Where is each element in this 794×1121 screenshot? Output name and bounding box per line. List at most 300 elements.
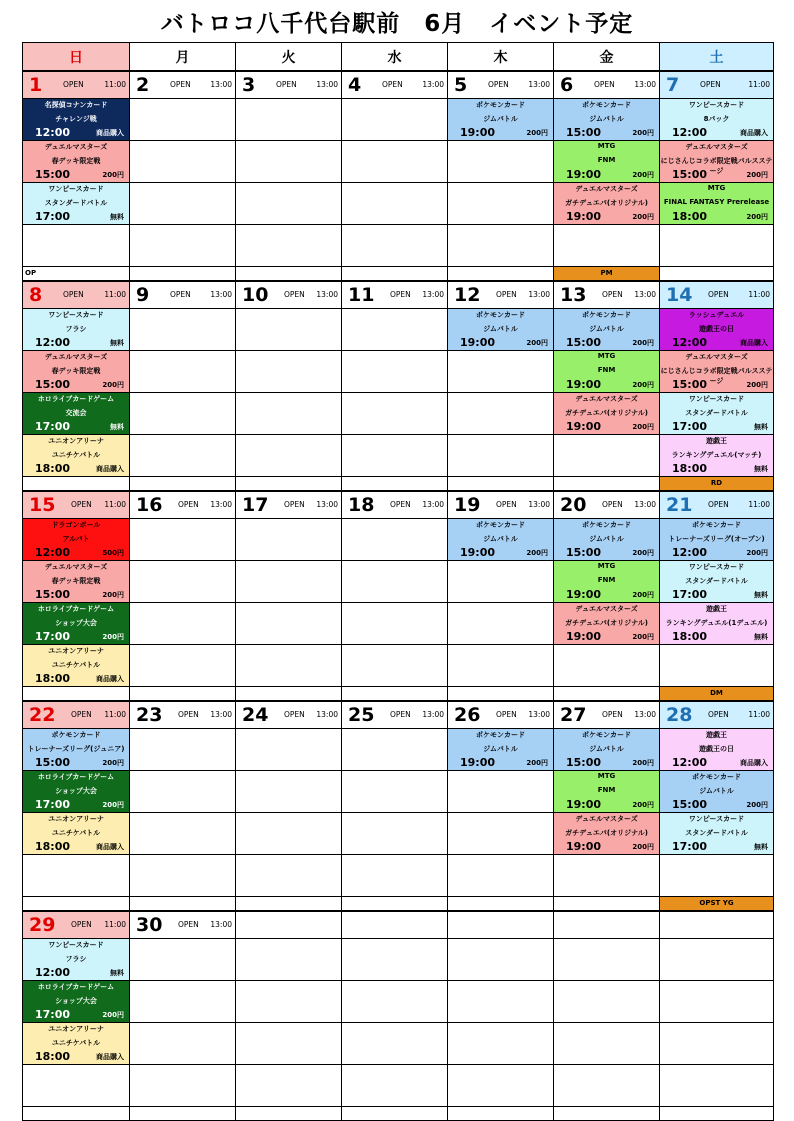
event-time: 18:00 [672, 630, 708, 643]
event-fee: 商品購入 [740, 339, 768, 347]
event-game: MTG [597, 772, 616, 780]
event-name: ユニチケバトル [51, 1039, 101, 1047]
event-name: 春デッキ限定戦 [51, 367, 101, 375]
event-fee: 200円 [632, 759, 654, 767]
event-game: MTG [597, 562, 616, 570]
event-game: デュエルマスターズ [685, 143, 748, 151]
event-game: デュエルマスターズ [575, 605, 638, 613]
note-tag [660, 687, 773, 701]
event-time: 12:00 [35, 126, 71, 139]
empty-cell [236, 519, 341, 561]
weekday-header: 水 [342, 42, 448, 71]
empty-cell [236, 1065, 341, 1107]
event-cell [660, 309, 773, 351]
event-fee: 200円 [746, 171, 768, 179]
event-cell [554, 393, 659, 435]
note-row [236, 897, 341, 911]
event-time: 19:00 [566, 378, 602, 391]
event-cell [660, 393, 773, 435]
open-time: 11:00 [748, 710, 770, 719]
event-name: アルバト [62, 535, 90, 543]
day-number: 11 [348, 284, 375, 306]
empty-cell [342, 939, 447, 981]
event-fee: 無料 [754, 843, 768, 851]
empty-cell [342, 561, 447, 603]
event-cell [554, 603, 659, 645]
open-time: 13:00 [422, 500, 444, 509]
open-time: 13:00 [528, 80, 550, 89]
open-label: OPEN [708, 290, 729, 299]
open-time: 11:00 [104, 710, 126, 719]
day-header [448, 491, 553, 519]
event-cell [23, 1023, 129, 1065]
empty-cell [660, 855, 773, 897]
event-time: 19:00 [460, 756, 496, 769]
empty-cell [342, 435, 447, 477]
event-time: 18:00 [672, 210, 708, 223]
event-name: 8パック [703, 115, 730, 123]
open-time: 13:00 [634, 290, 656, 299]
day-number: 9 [136, 284, 150, 306]
event-fee: 商品購入 [96, 129, 124, 137]
event-time: 19:00 [566, 630, 602, 643]
day-header [554, 911, 659, 939]
event-fee: 500円 [102, 549, 124, 557]
day-header [130, 911, 235, 939]
event-cell [23, 183, 129, 225]
event-fee: 200円 [632, 549, 654, 557]
empty-cell [448, 393, 553, 435]
day-number: 29 [29, 914, 56, 936]
event-time: 18:00 [35, 672, 71, 685]
event-time: 17:00 [672, 588, 708, 601]
note-row [660, 267, 773, 281]
event-cell [554, 351, 659, 393]
empty-cell [342, 981, 447, 1023]
day-column [448, 701, 554, 911]
day-header [130, 701, 235, 729]
note-row [130, 687, 235, 701]
event-cell [23, 141, 129, 183]
event-game: デュエルマスターズ [575, 395, 638, 403]
day-column [342, 281, 448, 491]
event-fee: 商品購入 [96, 465, 124, 473]
note-row [130, 267, 235, 281]
event-fee: 商品購入 [96, 675, 124, 683]
note-row [554, 477, 659, 491]
event-game: デュエルマスターズ [575, 185, 638, 193]
empty-cell [130, 351, 235, 393]
event-time: 19:00 [566, 840, 602, 853]
event-cell [554, 813, 659, 855]
day-header [660, 491, 773, 519]
event-time: 17:00 [35, 630, 71, 643]
day-number: 27 [560, 704, 587, 726]
event-game: ポケモンカード [476, 521, 525, 529]
empty-cell [342, 1023, 447, 1065]
empty-cell [342, 771, 447, 813]
open-time: 13:00 [528, 500, 550, 509]
event-cell [554, 771, 659, 813]
day-column [448, 491, 554, 701]
event-fee: 商品購入 [96, 1053, 124, 1061]
empty-cell [448, 1023, 553, 1065]
event-time: 15:00 [672, 168, 708, 181]
weekday-header: 月 [130, 42, 236, 71]
day-header [342, 281, 447, 309]
event-time: 18:00 [672, 462, 708, 475]
note-row [23, 477, 129, 491]
event-fee: 200円 [632, 633, 654, 641]
event-game: 名探偵コナンカード [44, 101, 108, 109]
open-label: OPEN [496, 290, 517, 299]
event-cell [23, 813, 129, 855]
event-name: FNM [597, 366, 616, 374]
event-cell [660, 729, 773, 771]
event-cell [554, 141, 659, 183]
empty-cell [342, 309, 447, 351]
event-time: 17:00 [672, 420, 708, 433]
open-time: 13:00 [634, 500, 656, 509]
event-name: 遊戯王の日 [699, 325, 734, 333]
open-label: OPEN [63, 80, 84, 89]
event-fee: 無料 [110, 339, 124, 347]
day-column [236, 911, 342, 1121]
empty-cell [342, 519, 447, 561]
day-column [22, 491, 130, 701]
empty-cell [448, 939, 553, 981]
day-number: 25 [348, 704, 375, 726]
note-row [23, 687, 129, 701]
event-name: FNM [597, 576, 616, 584]
empty-cell [448, 981, 553, 1023]
event-game: ユニオンアリーナ [48, 1025, 104, 1033]
day-column [554, 281, 660, 491]
event-game: ホロライブカードゲーム [37, 983, 115, 991]
weekday-header: 金 [554, 42, 660, 71]
note-row [236, 267, 341, 281]
day-header [236, 491, 341, 519]
empty-cell [236, 855, 341, 897]
event-time: 18:00 [35, 840, 71, 853]
event-fee: 200円 [632, 339, 654, 347]
day-column [660, 281, 774, 491]
empty-cell [23, 1065, 129, 1107]
open-label: OPEN [700, 80, 721, 89]
event-name: ガチデュエパ(オリジナル) [565, 199, 648, 207]
event-name: ガチデュエパ(オリジナル) [565, 409, 648, 417]
event-name: FNM [597, 786, 616, 794]
event-game: ホロライブカードゲーム [37, 605, 115, 613]
event-name: ガチデュエパ(オリジナル) [565, 619, 648, 627]
day-header [448, 281, 553, 309]
day-header [23, 911, 129, 939]
empty-cell [130, 855, 235, 897]
event-name: スタンダードバトル [685, 829, 748, 837]
event-cell [23, 645, 129, 687]
empty-cell [448, 183, 553, 225]
event-time: 12:00 [35, 966, 71, 979]
empty-cell [660, 1065, 773, 1107]
note-row [448, 267, 553, 281]
note-row [236, 687, 341, 701]
open-time: 13:00 [422, 290, 444, 299]
event-cell [554, 519, 659, 561]
event-fee: 200円 [632, 843, 654, 851]
day-column [22, 701, 130, 911]
event-time: 15:00 [35, 378, 71, 391]
event-time: 12:00 [35, 336, 71, 349]
open-time: 13:00 [422, 80, 444, 89]
note-row [342, 267, 447, 281]
open-time: 13:00 [316, 710, 338, 719]
day-column [130, 491, 236, 701]
empty-cell [236, 771, 341, 813]
event-cell [660, 351, 773, 393]
event-name: ショップ大会 [55, 997, 97, 1005]
event-game: ホロライブカードゲーム [37, 773, 115, 781]
event-name: ユニチケバトル [51, 661, 101, 669]
event-cell [23, 771, 129, 813]
day-header [23, 71, 129, 99]
day-column [130, 701, 236, 911]
open-time: 11:00 [748, 290, 770, 299]
event-game: ワンピースカード [688, 395, 745, 403]
event-name: ユニチケバトル [51, 829, 101, 837]
empty-cell [342, 1065, 447, 1107]
day-column [236, 701, 342, 911]
day-column [130, 281, 236, 491]
event-time: 17:00 [672, 840, 708, 853]
event-game: ワンピースカード [48, 185, 104, 193]
event-fee: 200円 [102, 759, 124, 767]
event-game: ポケモンカード [476, 311, 525, 319]
page-title: バトロコ八千代台駅前 6月 イベント予定 [160, 10, 634, 37]
empty-cell [236, 99, 341, 141]
event-cell [23, 603, 129, 645]
event-cell [23, 729, 129, 771]
event-cell [448, 99, 553, 141]
day-number: 19 [454, 494, 481, 516]
empty-cell [236, 813, 341, 855]
empty-cell [554, 225, 659, 267]
day-number: 18 [348, 494, 375, 516]
open-time: 11:00 [104, 80, 126, 89]
day-column [554, 71, 660, 281]
event-cell [660, 99, 773, 141]
open-time: 11:00 [748, 500, 770, 509]
event-game: ワンピースカード [688, 563, 745, 571]
empty-cell [130, 561, 235, 603]
open-label: OPEN [276, 80, 297, 89]
empty-cell [342, 645, 447, 687]
event-game: 遊戯王 [706, 731, 727, 739]
day-header [130, 71, 235, 99]
day-header [554, 701, 659, 729]
empty-cell [342, 141, 447, 183]
day-column [236, 281, 342, 491]
note-tag [23, 267, 129, 281]
event-name: にじさんじコラボ限定戦パルスステージ [660, 367, 773, 385]
event-time: 19:00 [460, 546, 496, 559]
event-game: ポケモンカード [692, 521, 741, 529]
event-time: 12:00 [672, 756, 708, 769]
empty-cell [342, 351, 447, 393]
event-fee: 200円 [102, 381, 124, 389]
day-number: 6 [560, 74, 574, 96]
day-header [23, 491, 129, 519]
day-number: 5 [454, 74, 468, 96]
event-name: ジムバトル [699, 787, 734, 795]
event-time: 15:00 [566, 126, 602, 139]
day-header [448, 71, 553, 99]
event-time: 15:00 [35, 588, 71, 601]
event-time: 12:00 [672, 546, 708, 559]
event-fee: 200円 [526, 339, 548, 347]
event-time: 12:00 [672, 126, 708, 139]
note-row [448, 687, 553, 701]
open-label: OPEN [382, 80, 403, 89]
open-label: OPEN [284, 500, 305, 509]
day-header [23, 281, 129, 309]
note-row [342, 687, 447, 701]
event-name: ガチデュエパ(オリジナル) [565, 829, 648, 837]
day-number: 13 [560, 284, 587, 306]
event-time: 17:00 [35, 798, 71, 811]
empty-cell [660, 1023, 773, 1065]
open-time: 13:00 [210, 290, 232, 299]
day-number: 30 [136, 914, 163, 936]
day-number: 3 [242, 74, 256, 96]
open-label: OPEN [63, 290, 84, 299]
empty-cell [236, 225, 341, 267]
note-label: RD [710, 479, 723, 487]
event-name: 春デッキ限定戦 [51, 157, 101, 165]
day-number: 1 [29, 74, 43, 96]
empty-cell [130, 393, 235, 435]
note-row [23, 897, 129, 911]
event-name: FNM [597, 156, 616, 164]
event-fee: 200円 [526, 129, 548, 137]
empty-cell [236, 309, 341, 351]
event-name: FINAL FANTASY Prerelease [663, 198, 770, 206]
event-game: 遊戯王 [706, 437, 727, 445]
event-name: フラシ [65, 955, 87, 963]
event-fee: 商品購入 [96, 843, 124, 851]
event-cell [23, 393, 129, 435]
note-label: DM [710, 689, 723, 697]
event-name: ジムバトル [483, 745, 518, 753]
empty-cell [130, 1023, 235, 1065]
open-time: 13:00 [528, 290, 550, 299]
day-column [448, 911, 554, 1121]
empty-cell [130, 603, 235, 645]
open-time: 11:00 [104, 500, 126, 509]
event-cell [660, 183, 773, 225]
event-fee: 200円 [102, 1011, 124, 1019]
event-cell [23, 561, 129, 603]
day-header [236, 911, 341, 939]
note-row [342, 1107, 447, 1121]
empty-cell [236, 561, 341, 603]
open-label: OPEN [71, 920, 92, 929]
day-header [660, 71, 773, 99]
day-column [448, 281, 554, 491]
empty-cell [660, 981, 773, 1023]
event-fee: 200円 [746, 801, 768, 809]
event-game: ワンピースカード [688, 101, 745, 109]
empty-cell [342, 729, 447, 771]
empty-cell [130, 771, 235, 813]
event-game: デュエルマスターズ [44, 353, 108, 361]
empty-cell [130, 141, 235, 183]
day-number: 23 [136, 704, 163, 726]
weekday-header: 日 [22, 42, 130, 71]
note-row [342, 897, 447, 911]
empty-cell [130, 939, 235, 981]
event-time: 15:00 [566, 756, 602, 769]
day-column [342, 701, 448, 911]
event-name: 交流会 [65, 409, 87, 417]
note-row [554, 687, 659, 701]
open-label: OPEN [71, 710, 92, 719]
event-game: ポケモンカード [692, 773, 741, 781]
note-label: OP [25, 269, 37, 277]
empty-cell [448, 603, 553, 645]
event-fee: 無料 [754, 465, 768, 473]
event-time: 15:00 [672, 798, 708, 811]
note-row [448, 477, 553, 491]
day-header [130, 491, 235, 519]
event-time: 19:00 [566, 210, 602, 223]
open-label: OPEN [170, 290, 191, 299]
empty-cell [23, 225, 129, 267]
event-time: 19:00 [566, 420, 602, 433]
event-game: ポケモンカード [582, 311, 631, 319]
open-time: 13:00 [316, 290, 338, 299]
note-row [130, 897, 235, 911]
day-header [23, 701, 129, 729]
event-game: ユニオンアリーナ [48, 815, 104, 823]
event-time: 15:00 [566, 546, 602, 559]
empty-cell [236, 981, 341, 1023]
note-row [448, 1107, 553, 1121]
open-time: 13:00 [316, 500, 338, 509]
note-label: OPST YG [699, 899, 734, 907]
empty-cell [448, 141, 553, 183]
note-row [236, 477, 341, 491]
event-fee: 200円 [102, 171, 124, 179]
day-column [342, 491, 448, 701]
event-fee: 無料 [110, 969, 124, 977]
event-cell [23, 981, 129, 1023]
event-time: 15:00 [672, 378, 708, 391]
day-header [554, 71, 659, 99]
event-fee: 無料 [110, 423, 124, 431]
day-header [660, 911, 773, 939]
day-column [342, 71, 448, 281]
day-header [342, 491, 447, 519]
open-label: OPEN [602, 500, 623, 509]
event-name: ショップ大会 [55, 787, 97, 795]
open-time: 11:00 [748, 80, 770, 89]
day-header [660, 281, 773, 309]
event-time: 17:00 [35, 420, 71, 433]
note-tag [660, 477, 773, 491]
event-time: 19:00 [566, 798, 602, 811]
event-name: ジムバトル [589, 745, 624, 753]
event-name: ランキングデュエル(1デュエル) [665, 619, 768, 627]
